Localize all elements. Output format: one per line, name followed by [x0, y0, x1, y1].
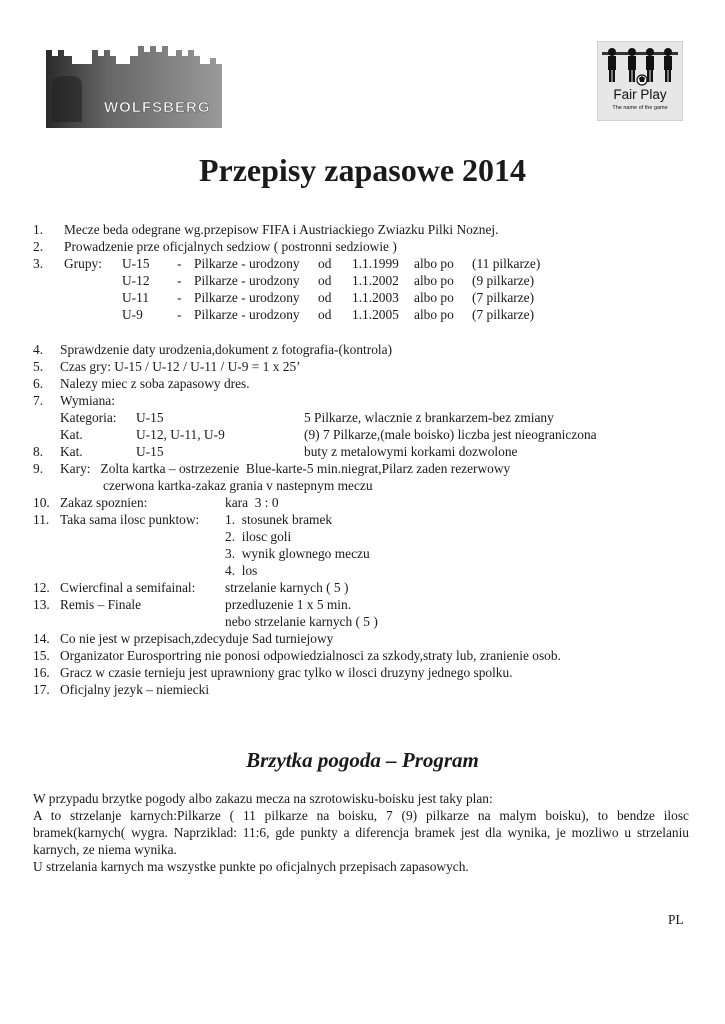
rule-10-value: kara 3 : 0 — [225, 495, 279, 510]
group-date: 1.1.2005 — [352, 307, 399, 322]
rule-7-row1-description: 5 Pilkarze, wlacznie z brankarzem-bez zmiany — [304, 410, 554, 425]
group-albo: albo po — [414, 256, 454, 271]
rule-14-number: 14. — [33, 631, 50, 646]
rule-12-value: strzelanie karnych ( 5 ) — [225, 580, 349, 595]
rule-1-number: 1. — [33, 222, 44, 237]
rule-7-row2-description: (9) 7 Pilkarze,(male boisko) liczba jest nieograniczona — [304, 427, 597, 442]
players-icon — [602, 46, 678, 86]
group-category: U-9 — [122, 307, 143, 322]
rule-10-label: Zakaz spoznien: — [60, 495, 148, 510]
rule-9-number: 9. — [33, 461, 44, 476]
page-title: Przepisy zapasowe 2014 — [198, 152, 527, 188]
fair-play-logo — [597, 41, 683, 121]
rule-15-number: 15. — [33, 648, 50, 663]
group-od: od — [318, 273, 332, 288]
rule-2-text: Prowadzenie prze oficjalnych sedziow ( postronni sedziowie ) — [64, 239, 397, 254]
rule-2-number: 2. — [33, 239, 44, 254]
weather-paragraph-line-3: bramek(karnych( wygra. Naprziklad: 11:6, gde punkty a diferencja bramek jest dla wynika, je mozliwo u strzelaniu — [33, 825, 689, 840]
rule-7-row1-label: Kategoria: — [60, 410, 117, 425]
rule-6-text: Nalezy miec z soba zapasowy dres. — [60, 376, 250, 391]
group-dash: - — [177, 290, 182, 305]
group-albo: albo po — [414, 290, 454, 305]
rule-5-text: Czas gry: U-15 / U-12 / U-11 / U-9 = 1 x 25’ — [60, 359, 301, 374]
rule-16-number: 16. — [33, 665, 50, 680]
tiebreak-item: 3. wynik glownego meczu — [225, 546, 370, 561]
rule-13-value: przedluzenie 1 x 5 min. — [225, 597, 352, 612]
group-dash: - — [177, 307, 182, 322]
group-category: U-12 — [122, 273, 150, 288]
rule-8-category: U-15 — [136, 444, 164, 459]
rule-1-text: Mecze beda odegrane wg.przepisow FIFA i Austriackiego Zwiazku Pilki Noznej. — [64, 222, 499, 237]
rule-4-number: 4. — [33, 342, 44, 357]
rule-11-label: Taka sama ilosc punktow: — [60, 512, 200, 527]
language-code: PL — [668, 912, 684, 927]
rule-13-value-2: nebo strzelanie karnych ( 5 ) — [225, 614, 378, 629]
rule-17-text: Oficjalny jezyk – niemiecki — [60, 682, 210, 697]
rule-12-label: Cwiercfinal a semifainal: — [60, 580, 196, 595]
group-date: 1.1.2003 — [352, 290, 399, 305]
rule-10-number: 10. — [33, 495, 50, 510]
rule-12-number: 12. — [33, 580, 50, 595]
group-description: Pilkarze - urodzony — [194, 290, 300, 305]
weather-paragraph-line-4: karnych, ze niema wynika. — [33, 842, 177, 857]
group-date: 1.1.2002 — [352, 273, 399, 288]
rule-15-text: Organizator Eurosportring nie ponosi odpowiedzialnosci za szkody,straty lub, zranienie osob. — [60, 648, 561, 663]
group-date: 1.1.1999 — [352, 256, 399, 271]
rule-9-continuation: czerwona kartka-zakaz grania v nastepnym meczu — [103, 478, 373, 493]
rule-4-text: Sprawdzenie daty urodzenia,dokument z fotografia-(kontrola) — [60, 342, 393, 357]
weather-paragraph-line-1: W przypadu brzytke pogody albo zakazu mecza na szrotowisku-boisku jest taky plan: — [33, 791, 493, 806]
wolfsberg-logo — [42, 42, 227, 132]
rule-13-label: Remis – Finale — [60, 597, 142, 612]
rule-9-text: Kary: Zolta kartka – ostrzezenie Blue-karte-5 min.niegrat,Pilarz zaden rezerwowy — [60, 461, 511, 476]
fair-play-title: Fair Play — [613, 87, 667, 102]
group-description: Pilkarze - urodzony — [194, 256, 300, 271]
tiebreak-item: 1. stosunek bramek — [225, 512, 333, 527]
group-players: (7 pilkarze) — [472, 290, 535, 305]
tiebreak-item: 2. ilosc goli — [225, 529, 292, 544]
wolfsberg-logo-text: WOLFSBERG — [104, 99, 211, 116]
group-description: Pilkarze - urodzony — [194, 273, 300, 288]
rule-16-text: Gracz w czasie ternieju jest uprawniony grac tylko w ilosci druzyny jednego spolku. — [60, 665, 513, 680]
rule-11-number: 11. — [33, 512, 50, 527]
rule-7-row2-category: U-12, U-11, U-9 — [136, 427, 225, 442]
rule-7-row2-label: Kat. — [60, 427, 83, 442]
group-dash: - — [177, 256, 182, 271]
rule-6-number: 6. — [33, 376, 44, 391]
group-dash: - — [177, 273, 182, 288]
weather-program-title: Brzytka pogoda – Program — [246, 748, 479, 772]
rule-14-text: Co nie jest w przepisach,zdecyduje Sad turniejowy — [60, 631, 334, 646]
rule-13-number: 13. — [33, 597, 50, 612]
group-od: od — [318, 290, 332, 305]
rule-5-number: 5. — [33, 359, 44, 374]
rule-7-number: 7. — [33, 393, 44, 408]
fair-play-tagline: The name of the game — [612, 105, 668, 111]
group-od: od — [318, 256, 332, 271]
rule-8-description: buty z metalowymi korkami dozwolone — [304, 444, 518, 459]
group-category: U-11 — [122, 290, 150, 305]
rule-8-number: 8. — [33, 444, 44, 459]
weather-paragraph-line-5: U strzelania karnych ma wszystke punkte po oficjalnych przepisach zapasowych. — [33, 859, 469, 874]
group-albo: albo po — [414, 273, 454, 288]
tiebreak-item: 4. los — [225, 563, 258, 578]
rule-7-text: Wymiana: — [60, 393, 115, 408]
rule-7-row1-category: U-15 — [136, 410, 164, 425]
group-od: od — [318, 307, 332, 322]
group-category: U-15 — [122, 256, 150, 271]
rule-8-label: Kat. — [60, 444, 83, 459]
group-description: Pilkarze - urodzony — [194, 307, 300, 322]
weather-paragraph-line-2: A to strzelanje karnych:Pilkarze ( 11 pilkarze na boisku, 7 (9) pilkarze na malym boisku), to bendze ilosc — [33, 808, 689, 823]
group-albo: albo po — [414, 307, 454, 322]
rule-3-label: Grupy: — [64, 256, 102, 271]
rule-3-number: 3. — [33, 256, 44, 271]
group-players: (7 pilkarze) — [472, 307, 535, 322]
rule-17-number: 17. — [33, 682, 50, 697]
group-players: (11 pilkarze) — [472, 256, 541, 271]
group-players: (9 pilkarze) — [472, 273, 535, 288]
